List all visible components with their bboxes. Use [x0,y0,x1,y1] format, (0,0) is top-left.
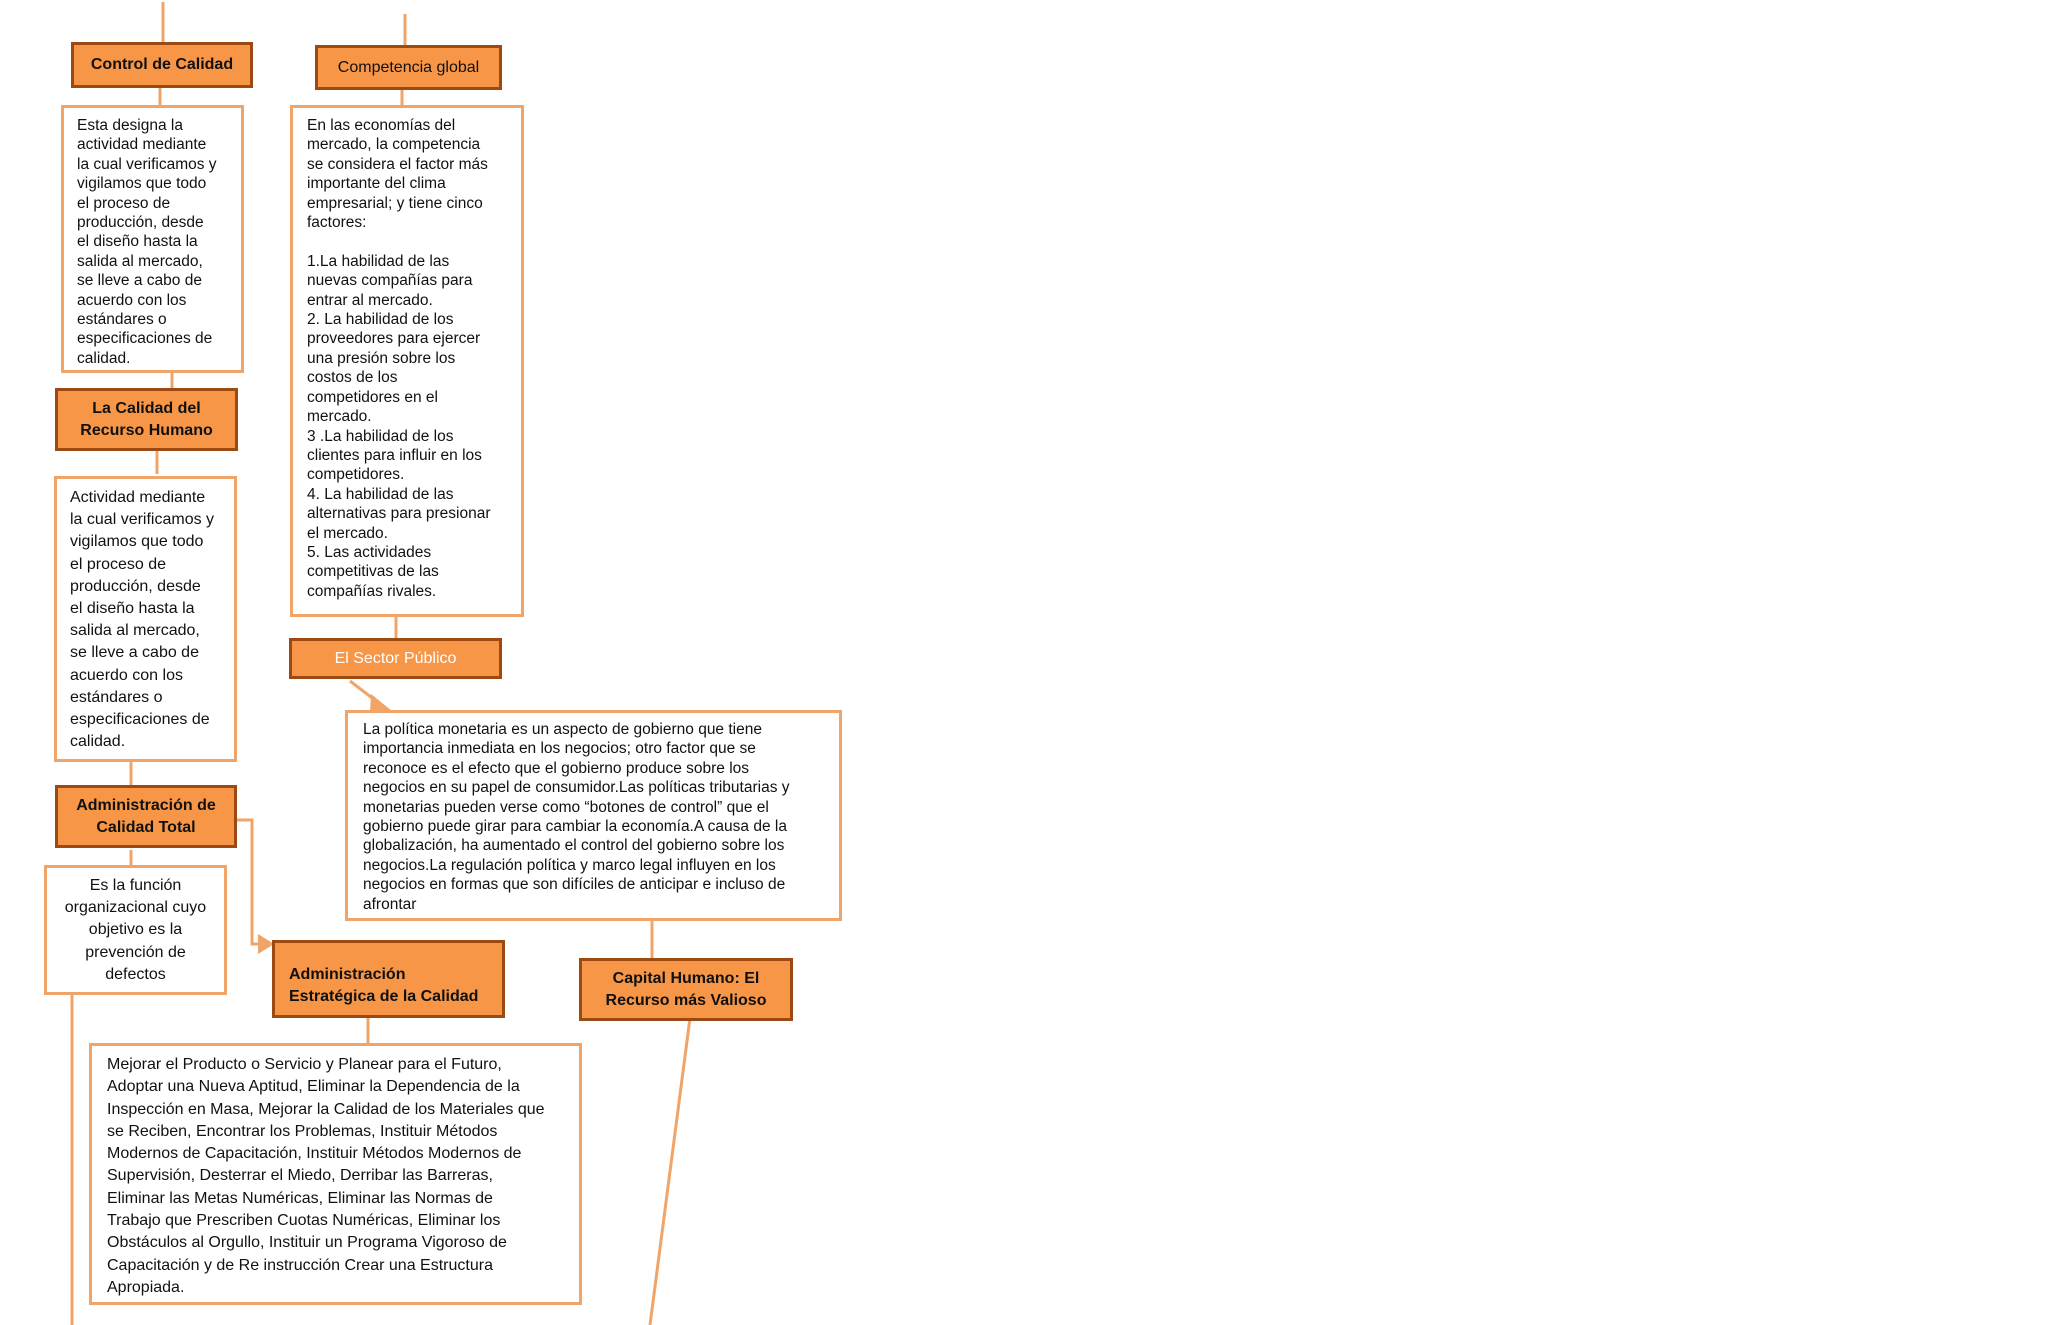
calidad-recurso-humano-text-box: Actividad mediante la cual verificamos y vigilamos que todo el proceso de producción, desde el diseño hasta la salida al mercado, se lleve a cabo de acuerdo con los estándares o especificaciones de calidad. [54,476,237,762]
connector-capital-down [650,1018,690,1325]
competencia-global-text-box: En las economías del mercado, la competencia se considera el factor más importante del clima empresarial; y tiene cinco factores: 1.La habilidad de las nuevas compañías para entrar al mercado. 2. La habilidad de los proveedores para ejercer una presión sobre los costos de los competidores en el mercado. 3 .La habilidad de los clientes para influir en los competidores. 4. La habilidad de las alternativas para presionar el mercado. 5. Las actividades competitivas de las compañías rivales. [290,105,524,617]
calidad-recurso-humano-header [55,388,238,451]
administracion-calidad-total-title: Administración de Calidad Total [76,796,216,836]
capital-humano-header [579,958,793,1021]
competencia-global-title: Competencia global [337,58,480,76]
connector-sector-arrow [350,681,380,704]
capital-humano-title: Capital Humano: El Recurso más Valioso [605,969,767,1009]
administracion-calidad-total-text-box: Es la función organizacional cuyo objetivo es la prevención de defectos [44,865,227,995]
control-calidad-text-box: Esta designa la actividad mediante la cual verificamos y vigilamos que todo el proceso de producción, desde el diseño hasta la salida al mercado, se lleve a cabo de acuerdo con los estándares o especificaciones de calidad. [61,105,244,373]
sector-publico-title: El Sector Público [334,649,457,667]
sector-publico-header [289,638,502,679]
connector-act-to-estrategica [236,820,265,944]
administracion-calidad-total-header [55,785,237,848]
competencia-global-header [315,45,502,90]
administracion-estrategica-text-box: Mejorar el Producto o Servicio y Planear para el Futuro, Adoptar una Nueva Aptitud, Eliminar la Dependencia de la Inspección en Masa, Mejorar la Calidad de los Materiales que se Reciben, Encontrar los Problemas, Instituir Métodos Modernos de Capacitación, Instituir Métodos Modernos de Supervisión, Desterrar el Miedo, Derribar las Barreras, Eliminar las Metas Numéricas, Eliminar las Normas de Trabajo que Prescriben Cuotas Numéricas, Eliminar los Obstáculos al Orgullo, Instituir un Programa Vigoroso de Capacitación y de Re instrucción Crear una Estructura Apropiada. [89,1043,582,1305]
control-calidad-title: Control de Calidad [90,56,234,73]
administracion-estrategica-title: Administración Estratégica de la Calidad [289,966,479,1005]
control-calidad-header [71,42,253,88]
administracion-estrategica-header [272,940,505,1018]
sector-publico-text-box: La política monetaria es un aspecto de gobierno que tiene importancia inmediata en los negocios; otro factor que se reconoce es el efecto que el gobierno produce sobre los negocios en su papel de consumidor.Las políticas tributarias y monetarias pueden verse como “botones de control” que el gobierno puede girar para cambiar la economía.A causa de la globalización, ha aumentado el control del gobierno sobre los negocios.La regulación política y marco legal influyen en los negocios en formas que son difíciles de anticipar e incluso de afrontar [345,710,842,921]
calidad-recurso-humano-title: La Calidad del Recurso Humano [80,399,213,439]
